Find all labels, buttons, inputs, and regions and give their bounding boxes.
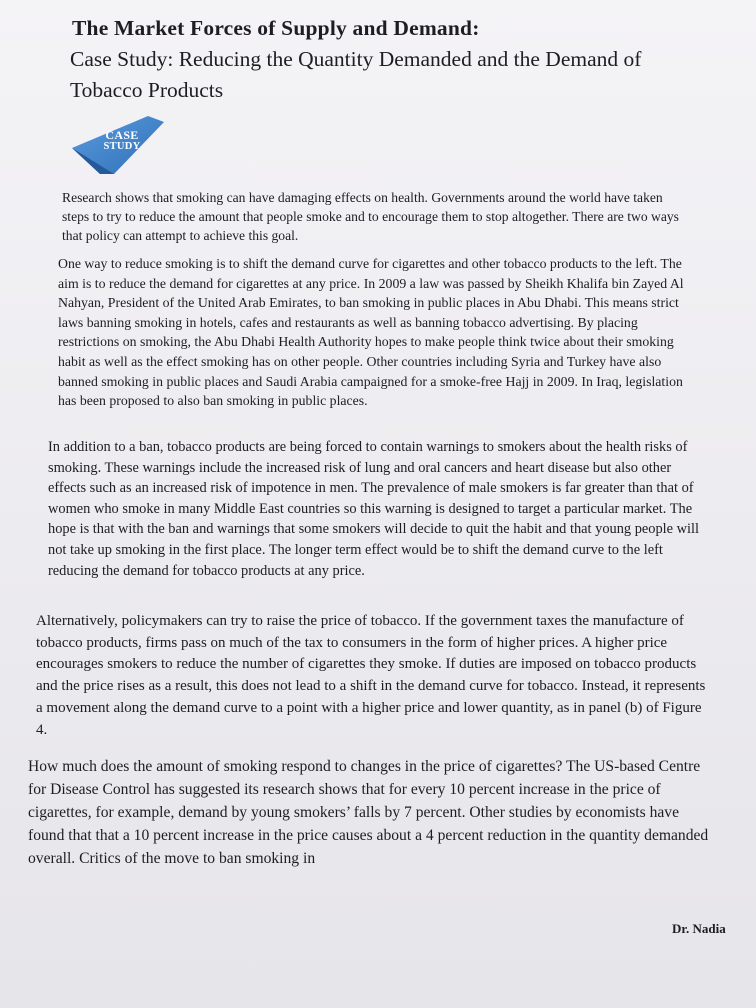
- author-signature: Dr. Nadia: [672, 921, 726, 936]
- document-title: The Market Forces of Supply and Demand:: [72, 16, 480, 40]
- paragraph-price-response: How much does the amount of smoking respond to changes in the price of cigarettes? The US-based Centre for Disease Control has suggested its research shows that for every 10 percent increase in the price of cigarettes, for example, demand by young smokers’ falls by 7 percent. Other studies by economists have found that that a 10 percent increase in the price causes about a 4 percent reduction in the quantity demanded overall. Critics of the move to ban smoking in: [28, 758, 709, 867]
- paragraph-intro: Research shows that smoking can have damaging effects on health. Governments around the world have taken steps to try to reduce the amount that people smoke and to encourage them to stop altogether. There are two ways that policy can attempt to achieve this goal.: [62, 190, 679, 243]
- case-study-badge: [70, 110, 166, 176]
- paragraph-price-increase: Alternatively, policymakers can try to raise the price of tobacco. If the government taxes the manufacture of tobacco products, firms pass on much of the tax to consumers in the form of higher prices. A higher price encourages smokers to reduce the number of cigarettes they smoke. If duties are imposed on tobacco products and the price rises as a result, this does not lead to a shift in the demand curve for tobacco. Instead, it represents a movement along the demand curve to a point with a higher price and lower quantity, as in panel (b) of Figure 4.: [36, 613, 706, 738]
- paragraph-warnings: In addition to a ban, tobacco products are being forced to contain warnings to smokers about the health risks of smoking. These warnings include the increased risk of lung and oral cancers and heart disease but also other effects such as an increased risk of impotence in men. The prevalence of male smokers is far greater than that of women who smoke in many Middle East countries so this warning is designed to target a particular market. The hope is that with the ban and warnings that some smokers will decide to quit the habit and that young people will not take up smoking in the first place. The longer term effect would be to shift the demand curve to the left reducing the demand for tobacco products at any price.: [48, 439, 700, 579]
- paragraph-demand-shift: One way to reduce smoking is to shift the demand curve for cigarettes and other tobacco products to the left. The aim is to reduce the demand for cigarettes at any price. In 2009 a law was passed by Sheikh Khalifa bin Zayed Al Nahyan, President of the United Arab Emirates, to ban smoking in public places in Abu Dhabi. This means strict laws banning smoking in hotels, cafes and restaurants as well as banning tobacco advertising. By placing restrictions on smoking, the Abu Dhabi Health Authority hopes to make people think twice about their smoking habit as well as the effect smoking has on other people. Other countries including Syria and Turkey have also banned smoking in public places and Saudi Arabia campaigned for a smoke-free Hajj in 2009. In Iraq, legislation has been proposed to also ban smoking in public places.: [58, 256, 684, 409]
- badge-study-label: STUDY: [103, 141, 141, 152]
- document-subtitle: Case Study: Reducing the Quantity Demanded and the Demand of Tobacco Products: [70, 47, 642, 102]
- badge-case-label: CASE: [105, 128, 139, 142]
